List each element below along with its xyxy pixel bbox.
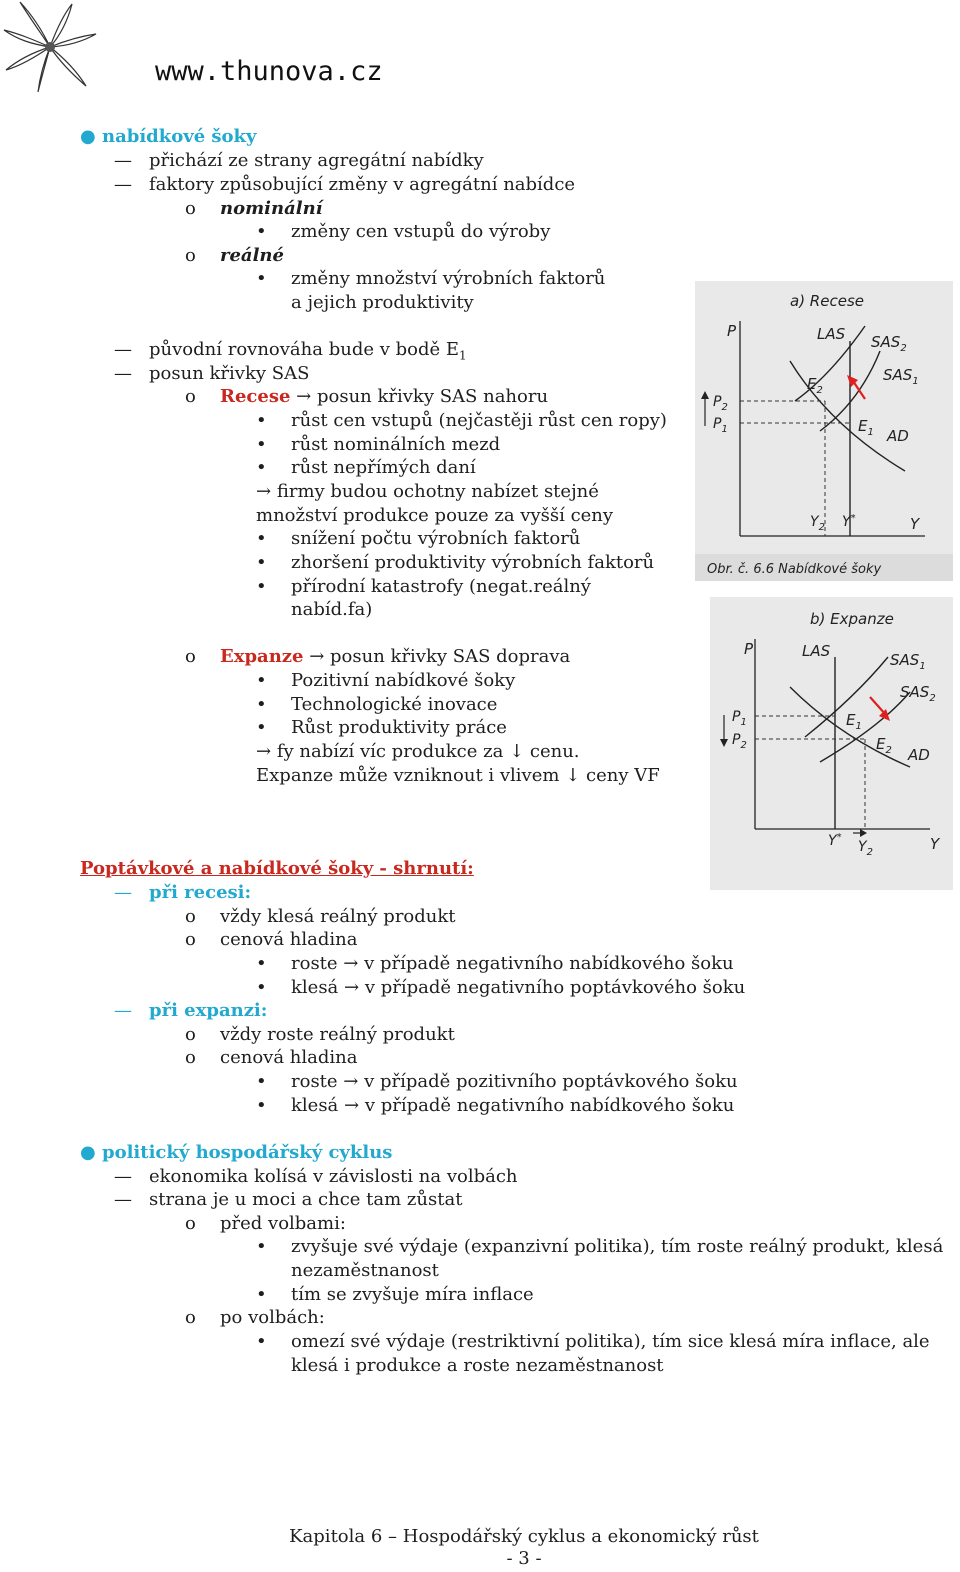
- dash-marker: —: [114, 174, 132, 195]
- site-url: www.thunova.cz: [155, 56, 383, 87]
- heading-real: reálné: [220, 245, 284, 266]
- figure-caption: Obr. č. 6.6 Nabídkové šoky: [707, 562, 882, 577]
- figure-b-title: b) Expanze: [810, 610, 894, 628]
- axis-y: Y: [910, 515, 920, 533]
- text-line: roste → v případě pozitivního poptávkového šoku: [291, 1071, 738, 1092]
- text-line: strana je u moci a chce tam zůstat: [149, 1189, 463, 1210]
- figure-expansion: [710, 597, 953, 890]
- bullet-marker: •: [256, 457, 267, 478]
- text-line: klesá → v případě negativního poptávkového šoku: [291, 977, 746, 998]
- bullet-marker: •: [256, 576, 267, 597]
- text-line: omezí své výdaje (restriktivní politika), tím sice klesá míra inflace, ale: [291, 1331, 930, 1352]
- bullet-marker: •: [256, 1236, 267, 1257]
- text-line: Pozitivní nabídkové šoky: [291, 670, 516, 691]
- label-las: LAS: [817, 325, 846, 343]
- text-line: tím se zvyšuje míra inflace: [291, 1284, 534, 1305]
- bullet-marker: •: [256, 717, 267, 738]
- text-line: → fy nabízí víc produkce za ↓ cenu.: [256, 741, 580, 762]
- dash-marker: —: [114, 1189, 132, 1210]
- bullet-marker: •: [256, 977, 267, 998]
- label-y: Y*: [842, 513, 856, 530]
- dash-marker: —: [114, 150, 132, 171]
- page-number: - 3 -: [506, 1548, 542, 1569]
- axis-p: P: [727, 322, 737, 340]
- axis-p: P: [744, 640, 754, 658]
- bullet-marker: •: [256, 670, 267, 691]
- circle-marker: o: [185, 198, 196, 219]
- text-line: zvyšuje své výdaje (expanzivní politika), tím roste reálný produkt, klesá: [291, 1236, 944, 1257]
- section-title-supply-shocks: ● nabídkové šoky: [80, 126, 257, 147]
- section-title-political-cycle: ● politický hospodářský cyklus: [80, 1142, 393, 1163]
- bullet-marker: •: [256, 1331, 267, 1352]
- bullet-dot: ●: [80, 1142, 96, 1163]
- bullet-marker: •: [256, 528, 267, 549]
- text-line: faktory způsobující změny v agregátní nabídce: [149, 174, 576, 195]
- label-sas: $SAS_1$: [883, 366, 919, 387]
- label-sas: $SAS_2$: [871, 333, 907, 354]
- text-line: klesá i produkce a roste nezaměstnanost: [291, 1355, 664, 1376]
- section-title-summary: Poptávkové a nabídkové šoky - shrnutí:: [80, 858, 474, 879]
- heading-nominal: nominální: [220, 198, 323, 219]
- label-e: $E_2$: [807, 375, 823, 396]
- text-line: změny množství výrobních faktorů: [291, 268, 606, 289]
- circle-marker: o: [185, 646, 196, 667]
- text-line: → firmy budou ochotny nabízet stejné: [256, 481, 599, 502]
- circle-marker: o: [185, 245, 196, 266]
- text-line: ekonomika kolísá v závislosti na volbách: [149, 1166, 518, 1187]
- circle-marker: o: [185, 906, 196, 927]
- label-p: $P_1$: [713, 416, 728, 435]
- axis-y: Y: [930, 835, 940, 853]
- text-line: vždy klesá reálný produkt: [220, 906, 456, 927]
- text-line: původní rovnováha bude v bodě $E_1$: [149, 339, 467, 363]
- text-line: přichází ze strany agregátní nabídky: [149, 150, 484, 171]
- text-line: roste → v případě negativního nabídkového šoku: [291, 953, 734, 974]
- label-ad: AD: [908, 746, 930, 764]
- circle-marker: o: [185, 929, 196, 950]
- footer-chapter: Kapitola 6 – Hospodářský cyklus a ekonomický růst: [289, 1526, 759, 1547]
- text-line: po volbách:: [220, 1307, 325, 1328]
- heading-expansion: při expanzi:: [149, 1000, 268, 1021]
- label-e: $E_1$: [846, 711, 862, 732]
- bullet-dot: ●: [80, 126, 96, 147]
- label-y: $Y_2$: [810, 514, 825, 533]
- figure-a-title: a) Recese: [790, 292, 864, 310]
- bullet-marker: •: [256, 268, 267, 289]
- bullet-marker: •: [256, 410, 267, 431]
- text-line: Technologické inovace: [291, 694, 498, 715]
- circle-marker: o: [185, 1213, 196, 1234]
- text-line: cenová hladina: [220, 1047, 358, 1068]
- bullet-marker: •: [256, 1284, 267, 1305]
- label-e: $E_2$: [876, 735, 892, 756]
- label-las: LAS: [802, 642, 831, 660]
- text-line: nezaměstnanost: [291, 1260, 439, 1281]
- circle-marker: o: [185, 1047, 196, 1068]
- label-e: $E_1$: [858, 417, 874, 438]
- text-line: růst nominálních mezd: [291, 434, 501, 455]
- text-line: množství produkce pouze za vyšší ceny: [256, 505, 614, 526]
- text-line: zhoršení produktivity výrobních faktorů: [291, 552, 655, 573]
- text-line: Expanze může vzniknout i vlivem ↓ ceny VF: [256, 765, 660, 786]
- bullet-marker: •: [256, 694, 267, 715]
- label-ad: AD: [887, 427, 909, 445]
- dash-marker: —: [114, 1000, 132, 1021]
- expansion-line: Expanze → posun křivky SAS doprava: [220, 646, 571, 667]
- label-y: Y*: [828, 832, 842, 849]
- bullet-marker: •: [256, 221, 267, 242]
- text-line: před volbami:: [220, 1213, 346, 1234]
- text-line: snížení počtu výrobních faktorů: [291, 528, 581, 549]
- text-line: růst nepřímých daní: [291, 457, 476, 478]
- page-footer: [0, 1526, 960, 1570]
- text-line: klesá → v případě negativního nabídkového šoku: [291, 1095, 735, 1116]
- label-y: $Y_2$: [858, 839, 873, 858]
- text-line: přírodní katastrofy (negat.reálný: [291, 576, 591, 597]
- text-line: vždy roste reálný produkt: [220, 1024, 455, 1045]
- bullet-marker: •: [256, 434, 267, 455]
- text-line: změny cen vstupů do výroby: [291, 221, 551, 242]
- flower-logo-icon: [2, 0, 97, 95]
- dash-marker: —: [114, 363, 132, 384]
- dash-marker: —: [114, 339, 132, 360]
- label-sas: $SAS_1$: [890, 651, 926, 672]
- circle-marker: o: [185, 1024, 196, 1045]
- label-p: $P_2$: [732, 732, 747, 751]
- bullet-marker: •: [256, 552, 267, 573]
- bullet-marker: •: [256, 1095, 267, 1116]
- label-p: $P_1$: [732, 709, 747, 728]
- dash-marker: —: [114, 882, 132, 903]
- text-line: růst cen vstupů (nejčastěji růst cen ropy): [291, 410, 667, 431]
- dash-marker: —: [114, 1166, 132, 1187]
- bullet-marker: •: [256, 953, 267, 974]
- text-line: Růst produktivity práce: [291, 717, 507, 738]
- text-line: posun křivky SAS: [149, 363, 310, 384]
- text-line: a jejich produktivity: [291, 292, 474, 313]
- bullet-marker: •: [256, 1071, 267, 1092]
- recession-line: Recese → posun křivky SAS nahoru: [220, 386, 549, 407]
- label-sas: $SAS_2$: [900, 683, 936, 704]
- heading-recession: při recesi:: [149, 882, 252, 903]
- circle-marker: o: [185, 386, 196, 407]
- circle-marker: o: [185, 1307, 196, 1328]
- label-p: $P_2$: [713, 394, 728, 413]
- text-line: nabíd.fa): [291, 599, 373, 620]
- figure-recession: [695, 281, 953, 581]
- text-line: cenová hladina: [220, 929, 358, 950]
